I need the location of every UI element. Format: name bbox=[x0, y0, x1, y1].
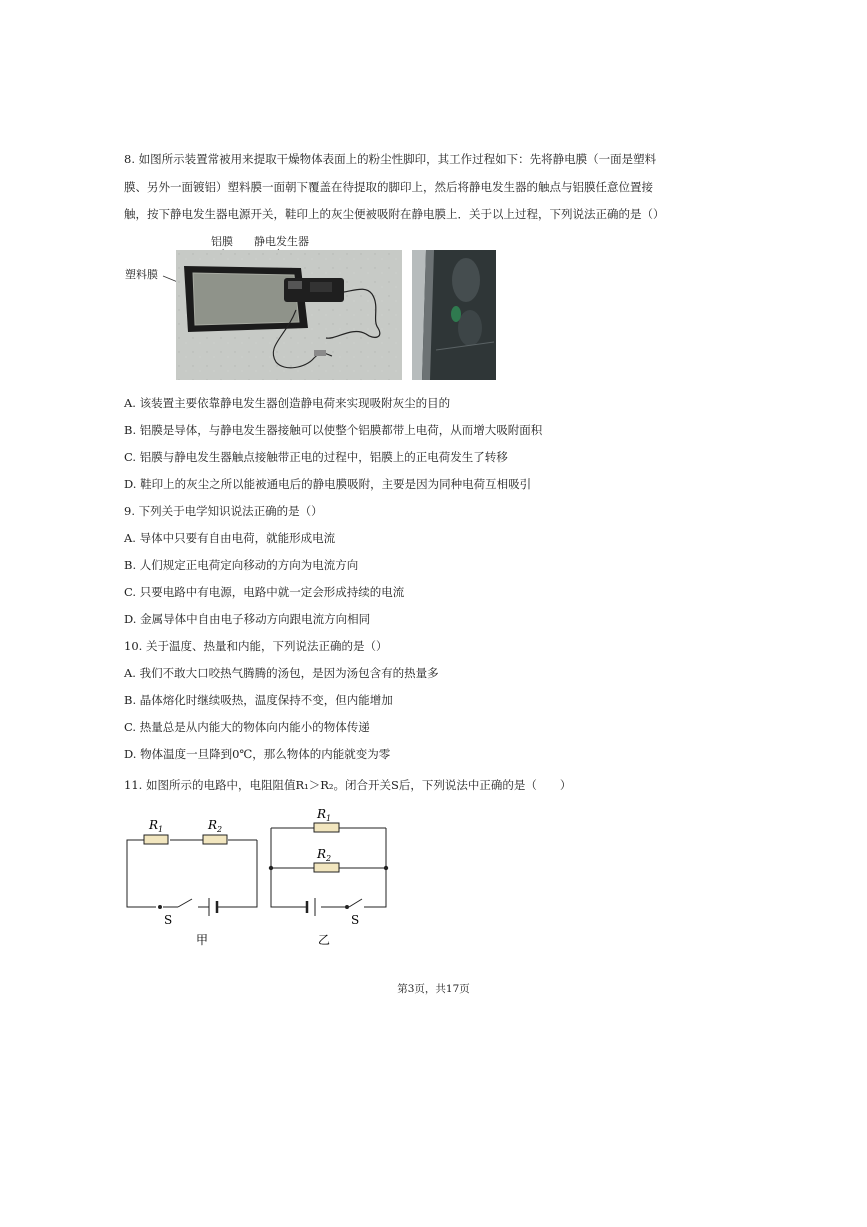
q8-option-c: C. 铝膜与静电发生器触点接触带正电的过程中，铝膜上的正电荷发生了转移 bbox=[124, 450, 508, 464]
resistor-r1-b bbox=[314, 823, 339, 832]
shoe-print-photo bbox=[412, 250, 496, 380]
label-r1-b: $R_1$ bbox=[317, 807, 332, 823]
q8-stem-line-3: 触，按下静电发生器电源开关，鞋印上的灰尘便被吸附在静电膜上．关于以上过程，下列说法正确的是（） bbox=[124, 207, 665, 221]
caption-a: 甲 bbox=[196, 933, 209, 947]
label-switch-b: S bbox=[351, 913, 360, 927]
resistor-r1-a bbox=[144, 835, 168, 844]
label-r1-a: $R_1$ bbox=[149, 818, 164, 834]
label-switch-a: S bbox=[164, 913, 173, 927]
q8-stem-line-1: 8. 如图所示装置常被用来提取干燥物体表面上的粉尘性脚印，其工作过程如下：先将静电膜（一面是塑料 bbox=[124, 152, 657, 166]
device-photo-drawing bbox=[176, 250, 402, 380]
label-generator: 静电发生器 bbox=[254, 235, 309, 248]
device-photo bbox=[176, 250, 402, 380]
shoe-print-drawing bbox=[412, 250, 496, 380]
circuit-diagrams bbox=[110, 800, 410, 950]
q10-option-a: A. 我们不敢大口咬热气腾腾的汤包，是因为汤包含有的热量多 bbox=[124, 666, 439, 680]
resistor-r2-a bbox=[203, 835, 227, 844]
label-r2-a: $R_2$ bbox=[208, 818, 223, 834]
label-r2-b: $R_2$ bbox=[317, 847, 332, 863]
label-aluminum-film: 铝膜 bbox=[211, 235, 233, 248]
q9-stem: 9. 下列关于电学知识说法正确的是（） bbox=[124, 504, 323, 518]
caption-b: 乙 bbox=[318, 933, 331, 947]
q9-option-b: B. 人们规定正电荷定向移动的方向为电流方向 bbox=[124, 558, 359, 572]
q10-option-c: C. 热量总是从内能大的物体向内能小的物体传递 bbox=[124, 720, 370, 734]
q11-stem: 11. 如图所示的电路中，电阻阻值R₁＞R₂。闭合开关S后，下列说法中正确的是（ ） bbox=[124, 778, 572, 792]
q8-stem-line-2: 膜、另外一面镀铝）塑料膜一面朝下覆盖在待提取的脚印上，然后将静电发生器的触点与铝膜任意位置接 bbox=[124, 180, 653, 194]
q9-option-d: D. 金属导体中自由电子移动方向跟电流方向相同 bbox=[124, 612, 371, 626]
q9-option-a: A. 导体中只要有自由电荷，就能形成电流 bbox=[124, 531, 336, 545]
q8-option-b: B. 铝膜是导体，与静电发生器接触可以使整个铝膜都带上电荷，从而增大吸附面积 bbox=[124, 423, 543, 437]
q8-option-a: A. 该装置主要依靠静电发生器创造静电荷来实现吸附灰尘的目的 bbox=[124, 396, 451, 410]
q10-option-d: D. 物体温度一旦降到0℃，那么物体的内能就变为零 bbox=[124, 747, 391, 761]
q9-option-c: C. 只要电路中有电源，电路中就一定会形成持续的电流 bbox=[124, 585, 405, 599]
page-footer: 第3页，共17页 bbox=[397, 983, 470, 995]
q10-option-b: B. 晶体熔化时继续吸热，温度保持不变，但内能增加 bbox=[124, 693, 393, 707]
switch-a bbox=[158, 905, 162, 909]
q10-stem: 10. 关于温度、热量和内能，下列说法正确的是（） bbox=[124, 639, 388, 653]
q8-option-d: D. 鞋印上的灰尘之所以能被通电后的静电膜吸附，主要是因为同种电荷互相吸引 bbox=[124, 477, 532, 491]
label-plastic-film: 塑料膜 bbox=[125, 268, 158, 281]
resistor-r2-b bbox=[314, 863, 339, 872]
switch-b bbox=[345, 905, 349, 909]
